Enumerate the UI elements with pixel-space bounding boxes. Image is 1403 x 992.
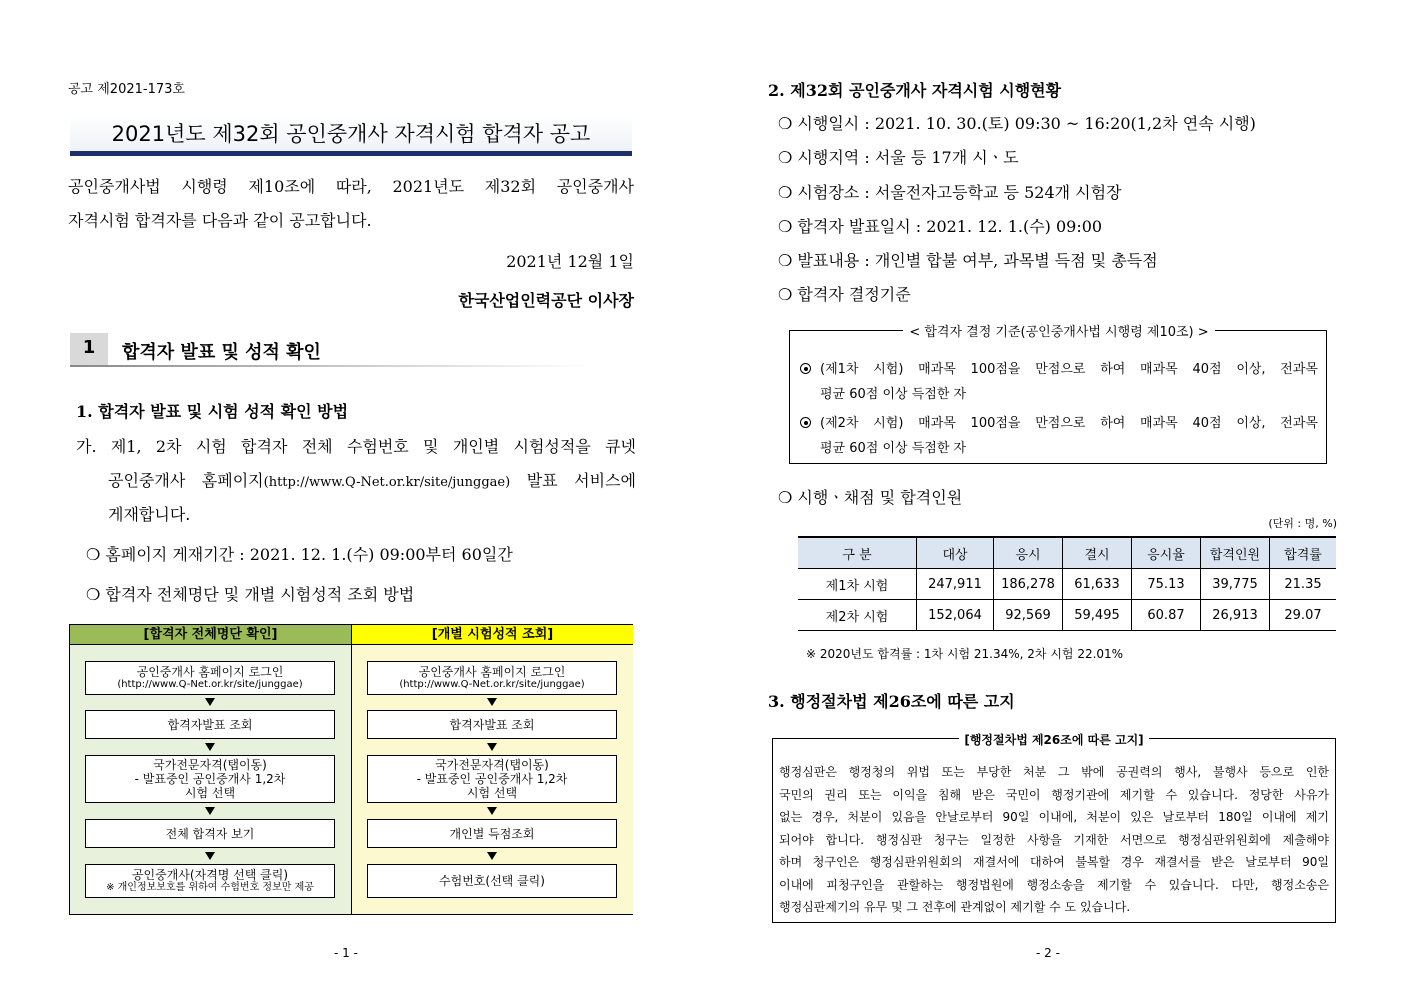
arrow-down-icon — [205, 743, 215, 751]
flow-header-all-passers: [합격자 전체명단 확인] — [70, 625, 351, 645]
flow-step-result-lookup — [367, 710, 617, 739]
criteria-item-1 — [800, 357, 1318, 407]
item-ga-line-3: 게재합니다. — [108, 505, 191, 524]
flow-step-select-cert — [85, 864, 335, 898]
page-number-2: - 2 - — [1036, 946, 1060, 960]
table-header: 응시율 — [1132, 537, 1201, 569]
criteria-box — [789, 325, 1327, 464]
item-ga-text-post: 발표 서비스에 — [510, 471, 636, 490]
criteria-text: (제1차 시험) 매과목 100점을 만점으로 하여 매과목 40점 이상, 전과목 — [820, 362, 1318, 377]
legal-notice-line: 이내에 피청구인을 관할하는 행정법원에 행정소송을 제기할 수 있습니다. 다만, 행정소송은 — [779, 877, 1329, 892]
table-header: 구 분 — [798, 537, 917, 569]
criteria-text: 평균 60점 이상 득점한 자 — [820, 441, 967, 456]
criteria-text: (제2차 시험) 매과목 100점을 만점으로 하여 매과목 40점 이상, 전과목 — [820, 416, 1318, 431]
legal-notice-box — [772, 733, 1336, 923]
legal-notice-line: 없는 경우, 처분이 있음을 안날로부터 90일 이내에, 처분이 있은 날로부터 180일 이내에 제기 — [779, 810, 1329, 824]
arrow-down-icon — [487, 807, 497, 815]
arrow-down-icon — [205, 852, 215, 860]
page-title: 2021년도 제32회 공인중개사 자격시험 합격자 공고 — [70, 116, 632, 156]
bullet-announce-datetime: ❍ 합격자 발표일시 : 2021. 12. 1.(수) 09:00 — [778, 217, 1103, 236]
item-ga-text: 공인중개사 홈페이지 — [108, 471, 264, 490]
flow-step-text: 공인중개사(자격명 선택 클릭) — [131, 868, 289, 882]
stats-table — [798, 536, 1336, 631]
issuer: 한국산업인력공단 이사장 — [458, 291, 634, 310]
flow-step-login — [85, 661, 335, 695]
table-cell: 59,495 — [1063, 600, 1132, 631]
legal-notice-title-text: [행정절차법 제26조에 따른 고지] — [959, 733, 1148, 747]
table-header: 결시 — [1063, 537, 1132, 569]
flow-step-text: 합격자발표 조회 — [449, 717, 535, 732]
subsection-1-title: 1. 합격자 발표 및 시험 성적 확인 방법 — [76, 402, 349, 421]
flow-step-url: (http://www.Q-Net.or.kr/site/junggae) — [399, 679, 585, 690]
bullet-stats: ❍ 시행ㆍ채점 및 합격인원 — [778, 488, 963, 507]
legal-notice-line: 하며 청구인은 행정심판위원회의 재결서에 대하여 불복할 경우 재결서를 받은 날로부터 90일 — [779, 855, 1329, 869]
table-cell: 152,064 — [917, 600, 994, 631]
legal-notice-line: 국민의 권리 또는 이익을 침해 받은 국민이 행정기관에 제기할 수 있습니다. 정당한 사유가 — [779, 787, 1329, 802]
table-cell: 29.07 — [1270, 600, 1337, 631]
flow-step-text: 합격자발표 조회 — [167, 717, 253, 732]
table-cell: 92,569 — [994, 600, 1063, 631]
table-header: 응시 — [994, 537, 1063, 569]
table-cell: 61,633 — [1063, 569, 1132, 600]
arrow-down-icon — [205, 698, 215, 706]
flow-step-result-lookup — [85, 710, 335, 739]
item-ga-line-1: 가. 제1, 2차 시험 합격자 전체 수험번호 및 개인별 시험성적을 큐넷 — [76, 437, 636, 456]
notice-number: 공고 제2021-173호 — [68, 82, 185, 97]
flow-step-text: 개인별 득점조회 — [449, 826, 535, 841]
section-2-title: 2. 제32회 공인중개사 자격시험 시행현황 — [768, 81, 1062, 100]
qnet-url-link[interactable]: (http://www.Q-Net.or.kr/site/junggae) — [263, 475, 511, 490]
unit-label: (단위 : 명, %) — [1268, 517, 1337, 530]
flow-column-individual-score — [351, 625, 633, 914]
page-number-1: - 1 - — [334, 946, 358, 960]
bullet-exam-region: ❍ 시행지역 : 서울 등 17개 시ㆍ도 — [778, 148, 1019, 167]
legal-notice-line: 행정심판은 행정청의 위법 또는 부당한 처분 그 밖에 공권력의 행사, 불행사 등으로 인한 — [779, 765, 1329, 779]
table-cell: 60.87 — [1132, 600, 1201, 631]
legal-notice-line: 행정심판제기의 유무 및 그 전후에 관계없이 제기할 수 도 있습니다. — [779, 900, 1131, 914]
notice-date: 2021년 12월 1일 — [506, 252, 634, 271]
section-1-title: 합격자 발표 및 성적 확인 — [122, 342, 321, 363]
stats-note: ※ 2020년도 합격률 : 1차 시험 21.34%, 2차 시험 22.01% — [806, 647, 1124, 661]
flow-column-all-passers — [70, 625, 351, 914]
table-cell: 26,913 — [1201, 600, 1270, 631]
table-row — [798, 600, 1336, 631]
table-cell: 제1차 시험 — [798, 569, 917, 600]
arrow-down-icon — [487, 852, 497, 860]
flow-step-url: (http://www.Q-Net.or.kr/site/junggae) — [117, 679, 303, 690]
bullseye-icon — [800, 417, 811, 428]
legal-notice-body — [779, 761, 1329, 919]
table-cell: 제2차 시험 — [798, 600, 917, 631]
bullet-posting-period: ❍ 홈페이지 게재기간 : 2021. 12. 1.(수) 09:00부터 60일간 — [86, 545, 513, 564]
criteria-item-2 — [800, 411, 1318, 461]
table-row — [798, 569, 1336, 600]
table-cell: 75.13 — [1132, 569, 1201, 600]
table-header: 합격률 — [1270, 537, 1337, 569]
table-header: 대상 — [917, 537, 994, 569]
flow-step-text: 시험 선택 — [466, 786, 518, 800]
flow-step-score-lookup — [367, 819, 617, 848]
flow-step-text: 국가전문자격(탭이동) — [153, 758, 267, 772]
table-cell: 247,911 — [917, 569, 994, 600]
section-1-number: 1 — [70, 333, 108, 365]
criteria-title-text: < 합격자 결정 기준(공인중개사법 시행령 제10조) > — [903, 325, 1214, 340]
flow-header-individual-score: [개별 시험성적 조회] — [352, 625, 633, 645]
flow-step-select-exam — [367, 755, 617, 803]
flow-step-note: ※ 개인정보보호를 위하여 수험번호 정보만 제공 — [106, 882, 314, 893]
flow-step-select-exam — [85, 755, 335, 803]
criteria-title — [790, 321, 1328, 340]
arrow-down-icon — [487, 698, 497, 706]
flow-step-view-all — [85, 819, 335, 848]
flow-step-exam-number — [367, 864, 617, 898]
flow-step-login — [367, 661, 617, 695]
criteria-text: 평균 60점 이상 득점한 자 — [820, 387, 967, 402]
flow-step-text: 전체 합격자 보기 — [165, 826, 255, 841]
bullet-announce-content: ❍ 발표내용 : 개인별 합불 여부, 과목별 득점 및 총득점 — [778, 251, 1158, 270]
bullseye-icon — [800, 363, 811, 374]
flow-step-text: - 발표중인 공인중개사 1,2차 — [134, 772, 286, 786]
bullet-lookup-method: ❍ 합격자 전체명단 및 개별 시험성적 조회 방법 — [86, 585, 415, 604]
flow-step-text: 공인중개사 홈페이지 로그인 — [418, 665, 566, 679]
arrow-down-icon — [205, 807, 215, 815]
bullet-criteria: ❍ 합격자 결정기준 — [778, 285, 911, 304]
table-header: 합격인원 — [1201, 537, 1270, 569]
table-cell: 39,775 — [1201, 569, 1270, 600]
table-cell: 186,278 — [994, 569, 1063, 600]
flow-step-text: - 발표중인 공인중개사 1,2차 — [416, 772, 568, 786]
legal-notice-line: 되어야 합니다. 행정심판 청구는 일정한 사항을 기재한 서면으로 행정심판위원회에 제출해야 — [779, 832, 1329, 847]
flow-step-text: 공인중개사 홈페이지 로그인 — [136, 665, 284, 679]
flow-step-text: 수험번호(선택 클릭) — [439, 874, 545, 888]
flow-step-text: 국가전문자격(탭이동) — [435, 758, 549, 772]
arrow-down-icon — [487, 743, 497, 751]
flow-step-text: 시험 선택 — [184, 786, 236, 800]
legal-notice-title — [773, 731, 1335, 748]
bullet-exam-venue: ❍ 시험장소 : 서울전자고등학교 등 524개 시험장 — [778, 183, 1122, 202]
section-1-underline — [70, 365, 590, 367]
table-cell: 21.35 — [1270, 569, 1337, 600]
item-ga-line-2 — [108, 468, 636, 491]
intro-line-2: 자격시험 합격자를 다음과 같이 공고합니다. — [68, 211, 372, 230]
intro-line-1: 공인중개사법 시행령 제10조에 따라, 2021년도 제32회 공인중개사 — [68, 177, 634, 196]
bullet-exam-datetime: ❍ 시행일시 : 2021. 10. 30.(토) 09:30 ~ 16:20(1,2차 연속 시행) — [778, 114, 1256, 133]
table-header-row — [798, 537, 1336, 569]
lookup-flow-table — [69, 624, 633, 915]
section-3-title: 3. 행정절차법 제26조에 따른 고지 — [768, 692, 1015, 711]
